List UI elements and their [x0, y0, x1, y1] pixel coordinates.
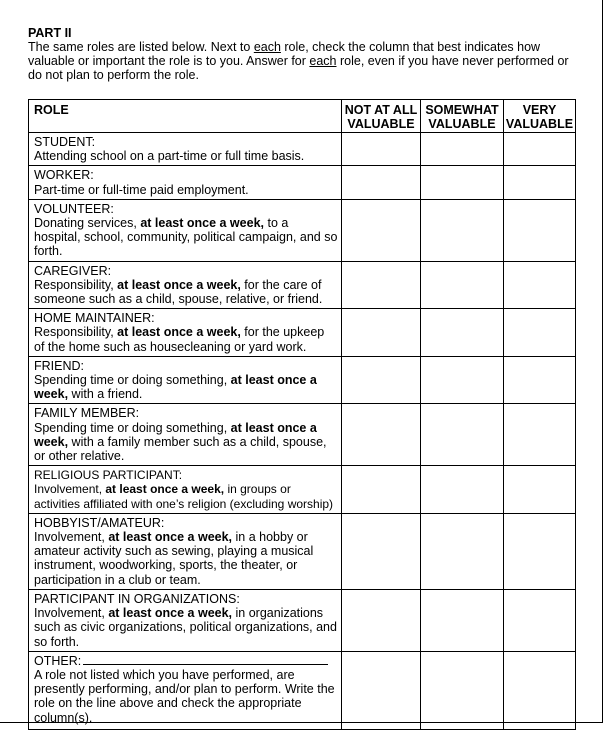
check-cell-somewhat[interactable]: [421, 133, 504, 166]
check-cell-not-at-all[interactable]: [342, 404, 421, 466]
role-description: [34, 325, 338, 353]
check-cell-very[interactable]: [504, 404, 576, 466]
check-cell-very[interactable]: [504, 589, 576, 651]
check-cell-somewhat[interactable]: [421, 261, 504, 309]
check-cell-somewhat[interactable]: [421, 651, 504, 729]
check-cell-not-at-all[interactable]: [342, 199, 421, 261]
role-cell: [29, 166, 342, 199]
role-row-caregiver: [29, 261, 576, 309]
role-name: STUDENT:: [34, 135, 96, 149]
instructions: [28, 40, 576, 83]
desc-text: Responsibility,: [34, 277, 118, 292]
check-cell-somewhat[interactable]: [421, 356, 504, 404]
check-cell-not-at-all[interactable]: [342, 261, 421, 309]
instructions-text-1: The same roles are listed below. Next to: [28, 40, 254, 54]
desc-text: Involvement,: [34, 530, 109, 545]
not-at-all-valuable-header: [342, 100, 421, 133]
check-cell-very[interactable]: [504, 166, 576, 199]
check-cell-somewhat[interactable]: [421, 589, 504, 651]
desc-text: Donating services,: [34, 216, 141, 231]
desc-text: with a family member such as a child, spouse, or other relative.: [34, 434, 327, 464]
role-name: FRIEND:: [34, 358, 84, 373]
check-cell-somewhat[interactable]: [421, 199, 504, 261]
role-row-participant-in-organizations: [29, 589, 576, 651]
role-description: [34, 482, 338, 510]
role-cell: [29, 356, 342, 404]
header-line: VALUABLE: [428, 117, 496, 132]
desc-bold: at least once a week,: [108, 606, 233, 621]
check-cell-very[interactable]: [504, 356, 576, 404]
desc-bold: at least once a week,: [105, 482, 225, 497]
desc-text: Attending school on a part-time or full time basis.: [34, 149, 305, 164]
part-title: PART II: [28, 26, 72, 40]
desc-text: Involvement,: [34, 606, 109, 621]
check-cell-very[interactable]: [504, 261, 576, 309]
role-description: [34, 183, 338, 197]
role-cell: [29, 199, 342, 261]
instructions-text-3: role, even if you have never performed or do not plan to perform the role.: [28, 54, 569, 83]
role-cell: [29, 309, 342, 357]
desc-bold: at least once a week,: [34, 373, 317, 402]
role-description: [34, 606, 338, 649]
check-cell-very[interactable]: [504, 466, 576, 514]
check-cell-not-at-all[interactable]: [342, 309, 421, 357]
role-cell: [29, 133, 342, 166]
role-name: [34, 654, 338, 668]
desc-bold: at least once a week,: [117, 325, 241, 340]
role-cell: [29, 651, 342, 729]
desc-text: in a hobby or amateur activity such as sewing, playing a musical instrument, woodworking, sports, the theater, or participation in a club or team.: [34, 530, 314, 587]
desc-text: Responsibility,: [34, 325, 118, 340]
role-name: RELIGIOUS PARTICIPANT:: [34, 468, 183, 483]
role-description: [34, 668, 338, 725]
check-cell-very[interactable]: [504, 199, 576, 261]
header-line: VALUABLE: [347, 117, 415, 132]
check-cell-somewhat[interactable]: [421, 309, 504, 357]
check-cell-not-at-all[interactable]: [342, 589, 421, 651]
role-description: [34, 421, 338, 464]
table-header-row: [29, 100, 576, 133]
role-row-religious-participant: [29, 466, 576, 514]
check-cell-very[interactable]: [504, 513, 576, 589]
role-name: CAREGIVER:: [34, 263, 112, 278]
desc-text: with a friend.: [68, 387, 143, 402]
role-cell: [29, 404, 342, 466]
check-cell-very[interactable]: [504, 309, 576, 357]
instructions-emphasis-1: each: [253, 40, 281, 54]
other-write-in-line[interactable]: [83, 654, 328, 665]
instructions-emphasis-2: each: [309, 54, 337, 69]
role-cell: [29, 466, 342, 514]
somewhat-valuable-header: [421, 100, 504, 133]
check-cell-not-at-all[interactable]: [342, 356, 421, 404]
check-cell-somewhat[interactable]: [421, 466, 504, 514]
role-name: HOBBYIST/AMATEUR:: [34, 515, 165, 530]
check-cell-not-at-all[interactable]: [342, 466, 421, 514]
role-name: VOLUNTEER:: [34, 201, 114, 216]
desc-bold: at least once a week,: [117, 277, 241, 292]
role-description: [34, 216, 338, 259]
role-name: HOME MAINTAINER:: [34, 311, 155, 326]
desc-bold: at least once a week,: [140, 216, 264, 231]
role-cell: [29, 261, 342, 309]
role-cell: [29, 513, 342, 589]
role-row-worker: [29, 166, 576, 199]
role-row-hobbyist-amateur: [29, 513, 576, 589]
role-name: WORKER:: [34, 168, 94, 183]
role-description: [34, 149, 338, 163]
check-cell-not-at-all[interactable]: [342, 166, 421, 199]
desc-text: for the upkeep of the home such as housecleaning or yard work.: [34, 325, 325, 354]
desc-text: A role not listed which you have performed, are presently performing, and/or plan to perform. Write the role on the line above and check the appropriate column(s).: [34, 667, 335, 725]
role-row-other: [29, 651, 576, 729]
role-row-family-member: [29, 404, 576, 466]
check-cell-somewhat[interactable]: [421, 513, 504, 589]
desc-text: to a hospital, school, community, political campaign, and so forth.: [34, 216, 338, 259]
role-description: [34, 278, 338, 306]
desc-text: Involvement,: [34, 482, 106, 497]
role-name: FAMILY MEMBER:: [34, 406, 140, 421]
check-cell-not-at-all[interactable]: [342, 133, 421, 166]
role-cell: [29, 589, 342, 651]
role-name: PARTICIPANT IN ORGANIZATIONS:: [34, 591, 240, 606]
header-line: NOT AT ALL: [344, 103, 418, 117]
role-description: [34, 373, 338, 401]
check-cell-somewhat[interactable]: [421, 166, 504, 199]
desc-text: for the care of someone such as a child, spouse, relative, or friend.: [34, 277, 323, 307]
other-label: OTHER:: [34, 653, 82, 668]
check-cell-not-at-all[interactable]: [342, 513, 421, 589]
role-column-header: ROLE: [29, 100, 342, 133]
desc-text: in organizations such as civic organizations, political organizations, and so forth.: [34, 606, 337, 649]
roles-table: [28, 99, 576, 730]
role-description: [34, 530, 338, 587]
desc-text: Part-time or full-time paid employment.: [34, 182, 249, 197]
role-row-student: [29, 133, 576, 166]
desc-bold: at least once a week,: [34, 420, 317, 449]
role-row-volunteer: [29, 199, 576, 261]
check-cell-somewhat[interactable]: [421, 404, 504, 466]
header-line: VALUABLE: [505, 117, 574, 132]
role-row-home-maintainer: [29, 309, 576, 357]
desc-text: Spending time or doing something,: [34, 420, 231, 435]
very-valuable-header: [504, 100, 576, 133]
header-line: SOMEWHAT: [425, 103, 499, 117]
role-row-friend: [29, 356, 576, 404]
header-line: VERY: [522, 103, 557, 117]
desc-bold: at least once a week,: [108, 530, 233, 545]
check-cell-very[interactable]: [504, 133, 576, 166]
desc-text: in groups or activities affiliated with one’s religion (excluding worship): [34, 482, 334, 511]
instructions-text-2: role, check the column that best indicates how valuable or important the role is to you. Answer for: [28, 40, 541, 69]
desc-text: Spending time or doing something,: [34, 373, 231, 388]
check-cell-not-at-all[interactable]: [342, 651, 421, 729]
check-cell-very[interactable]: [504, 651, 576, 729]
